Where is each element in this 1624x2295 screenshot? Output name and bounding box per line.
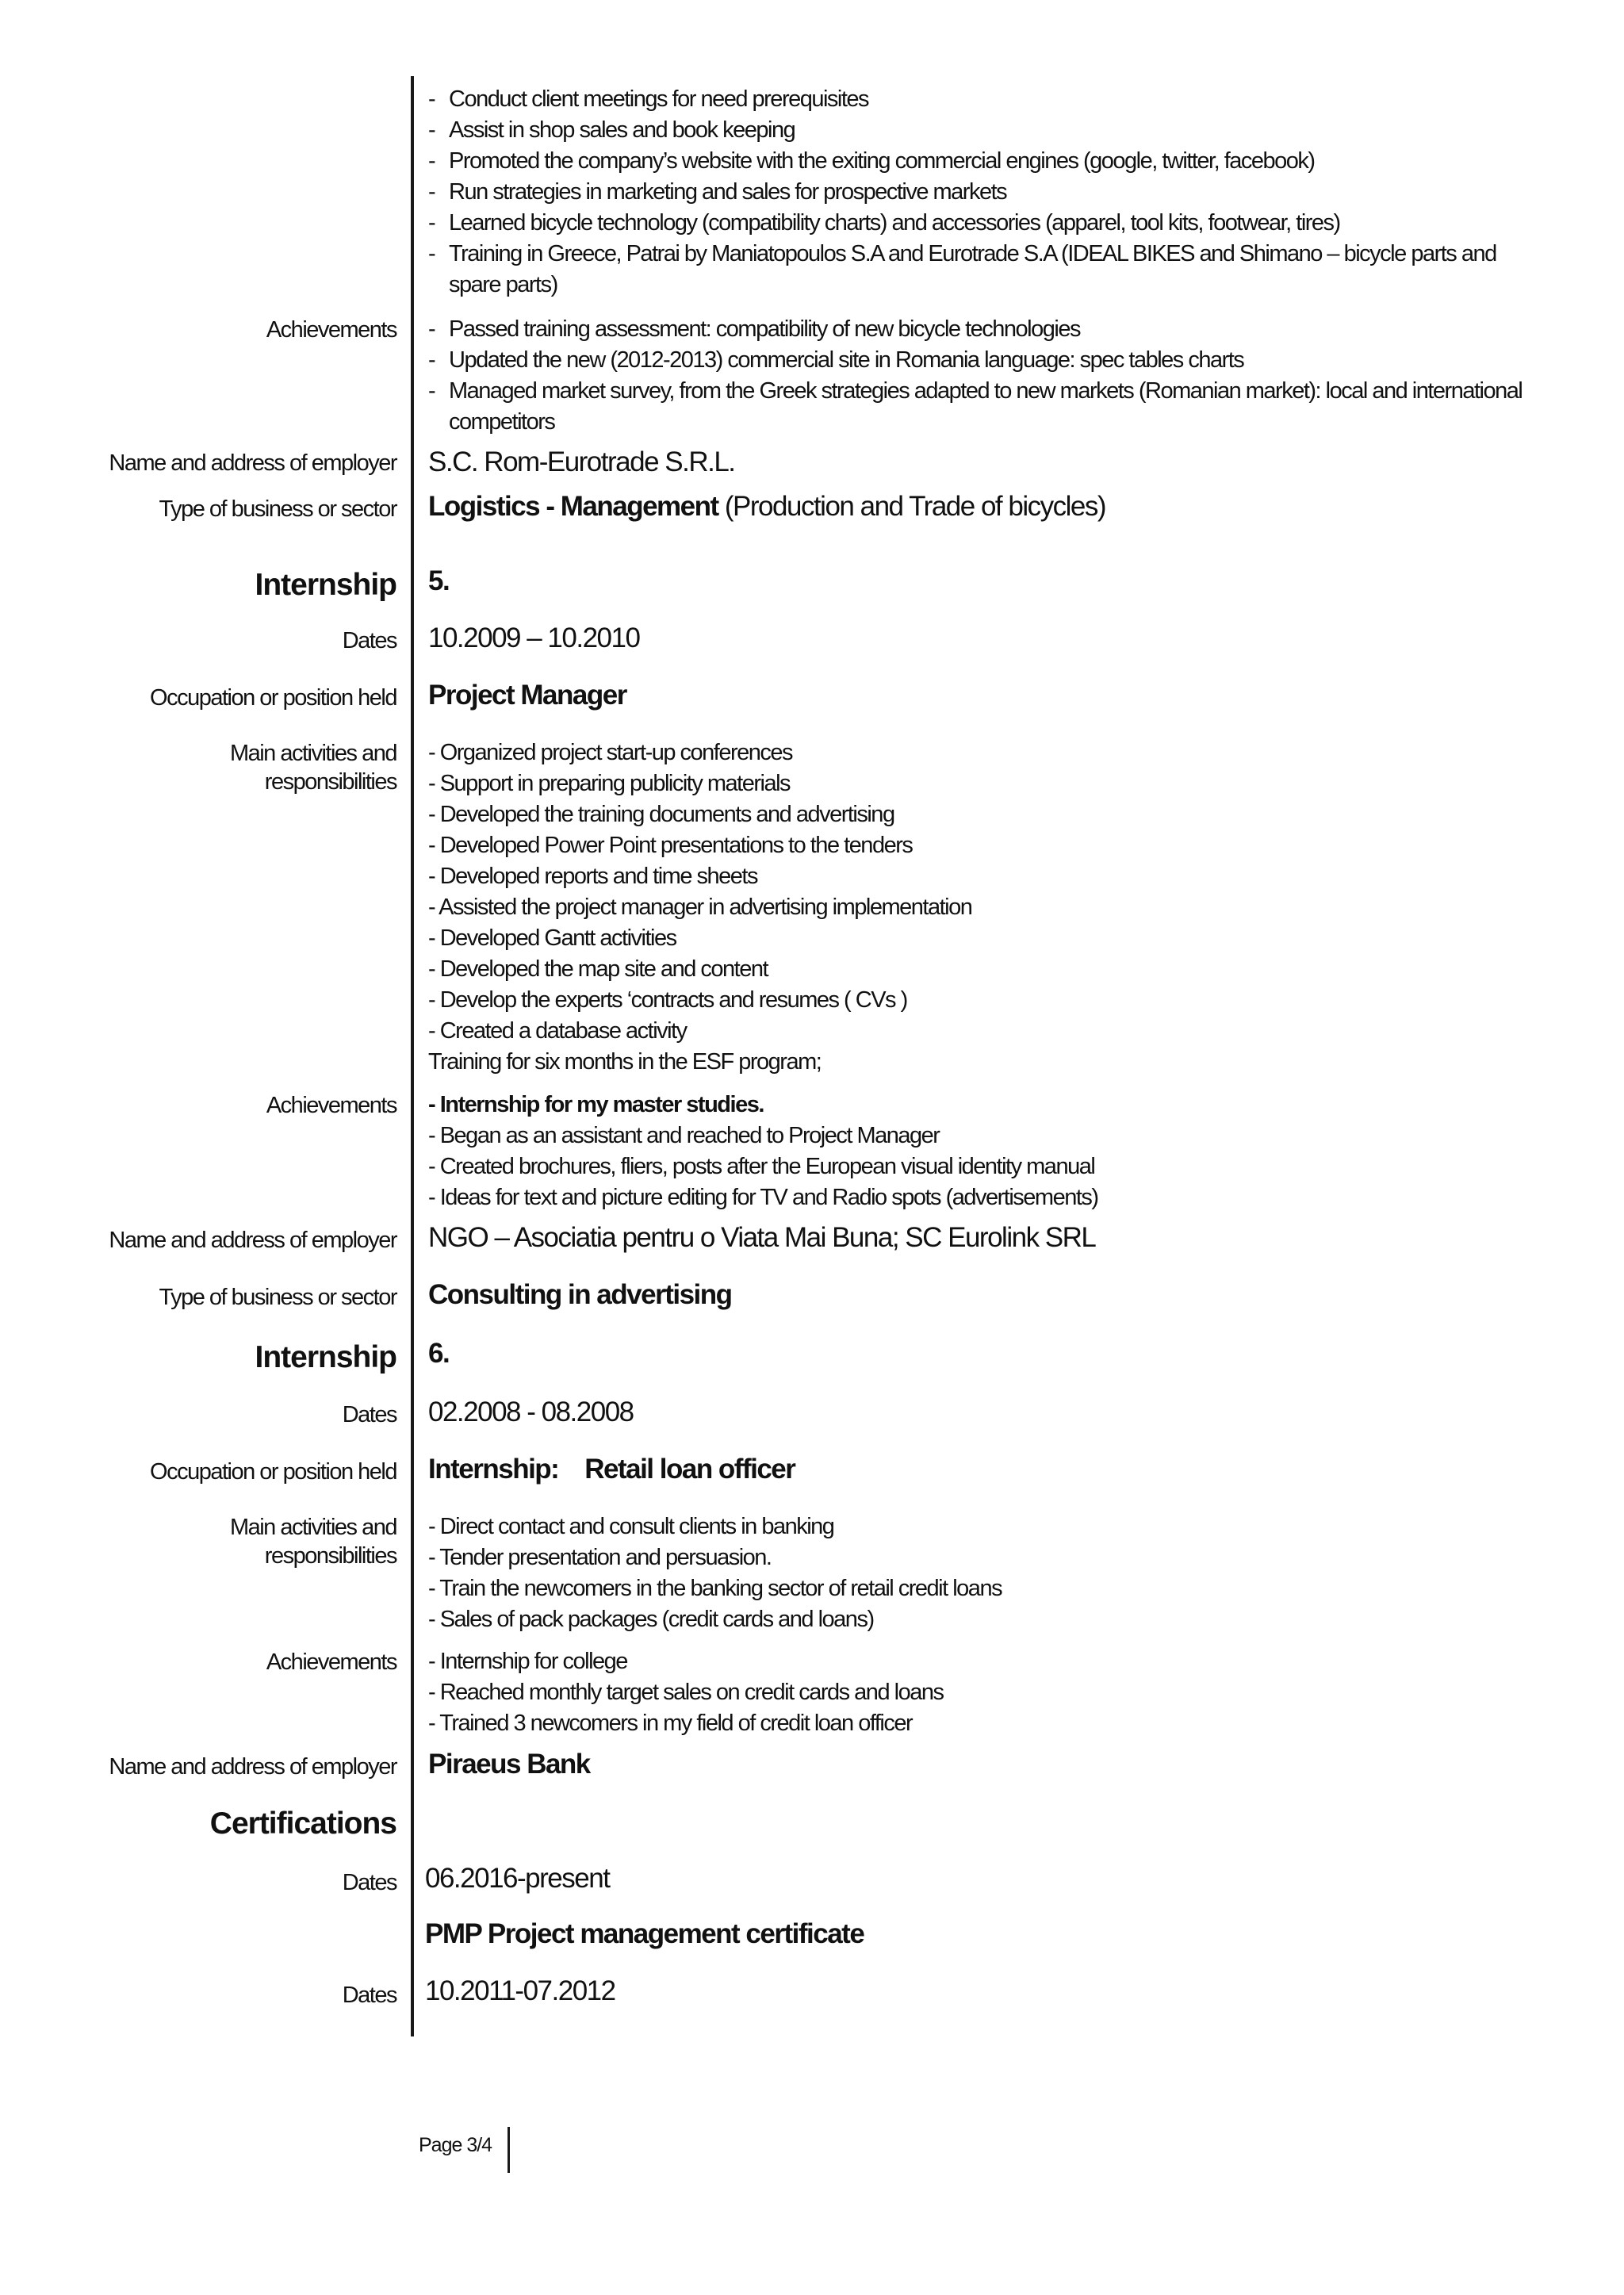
column-divider: [411, 76, 414, 2036]
activities-label-line: responsibilities: [264, 769, 396, 795]
employer-label: Name and address of employer: [109, 450, 396, 476]
list-item: - Developed the map site and content: [428, 956, 768, 982]
occupation-label: Occupation or position held: [150, 685, 396, 711]
dates-value: 10.2009 – 10.2010: [428, 623, 640, 653]
dates-label: Dates: [342, 1983, 396, 2008]
list-item: - Internship for college: [428, 1649, 627, 1674]
list-item: - Ideas for text and picture editing for TV and Radio spots (advertisements): [428, 1185, 1098, 1210]
dates-label: Dates: [342, 1402, 396, 1427]
activities-list-top: [428, 84, 1527, 301]
list-item: - Internship for my master studies.: [428, 1092, 764, 1117]
occupation-value: Project Manager: [428, 680, 626, 711]
list-item: - Tender presentation and persuasion.: [428, 1545, 772, 1570]
list-item: - Began as an assistant and reached to Project Manager: [428, 1123, 940, 1148]
list-item: - Developed the training documents and advertising: [428, 802, 894, 827]
sector-bold: Logistics - Management: [428, 491, 718, 522]
achievements-label: Achievements: [266, 1649, 396, 1675]
activities-label-line: responsibilities: [264, 1543, 396, 1569]
achievements-list-top: [428, 314, 1527, 438]
sector-label: Type of business or sector: [159, 1285, 396, 1310]
list-item: - Assist in shop sales and book keeping: [428, 115, 1527, 146]
employer-name: Piraeus Bank: [428, 1749, 590, 1780]
dates-label: Dates: [342, 1870, 396, 1895]
employer-label: Name and address of employer: [109, 1754, 396, 1780]
activities-label: [230, 1513, 396, 1570]
sector-value: Consulting in advertising: [428, 1279, 732, 1310]
list-item: Training for six months in the ESF program;: [428, 1049, 822, 1075]
certifications-heading: Certifications: [209, 1806, 396, 1841]
activities-label-line: Main activities and: [229, 741, 396, 766]
certificate-title: PMP Project management certificate: [425, 1918, 864, 1949]
sector-rest: (Production and Trade of bicycles): [718, 491, 1105, 522]
occupation-label: Occupation or position held: [150, 1459, 396, 1485]
internship-heading: Internship: [255, 568, 396, 602]
internship-number: 5.: [428, 565, 450, 596]
dates-value: 06.2016-present: [425, 1863, 610, 1894]
list-item: - Run strategies in marketing and sales for prospective markets: [428, 177, 1527, 208]
list-item: - Assisted the project manager in advertising implementation: [428, 895, 972, 920]
employer-label: Name and address of employer: [109, 1228, 396, 1253]
internship-number: 6.: [428, 1338, 450, 1369]
list-item: - Updated the new (2012-2013) commercial site in Romania language: spec tables charts: [428, 345, 1527, 376]
page-number: Page 3/4: [419, 2134, 492, 2156]
achievements-list-6: [428, 1646, 943, 1739]
footer-divider: [508, 2127, 510, 2173]
employer-name: NGO – Asociatia pentru o Viata Mai Buna; SC Eurolink SRL: [428, 1222, 1096, 1253]
list-item: - Sales of pack packages (credit cards and loans): [428, 1607, 874, 1632]
list-item: - Organized project start-up conferences: [428, 740, 793, 765]
sector-label: Type of business or sector: [159, 496, 396, 522]
list-item: - Promoted the company’s website with the exiting commercial engines (google, twitter, facebook): [428, 146, 1527, 177]
activities-label-line: Main activities and: [229, 1515, 396, 1540]
achievements-label: Achievements: [266, 317, 396, 343]
list-item: - Developed Power Point presentations to the tenders: [428, 833, 913, 858]
activities-list-6: [428, 1511, 1002, 1635]
dates-value: 10.2011-07.2012: [425, 1975, 615, 2006]
achievements-list-5: [428, 1090, 1098, 1213]
list-item: - Support in preparing publicity materials: [428, 771, 791, 796]
list-item: - Trained 3 newcomers in my field of credit loan officer: [428, 1711, 913, 1736]
activities-label: [230, 739, 396, 796]
achievements-label: Achievements: [266, 1093, 396, 1118]
list-item: - Learned bicycle technology (compatibility charts) and accessories (apparel, tool kits, footwear, tires): [428, 208, 1527, 239]
list-item: - Created brochures, fliers, posts after the European visual identity manual: [428, 1154, 1095, 1179]
list-item: - Managed market survey, from the Greek strategies adapted to new markets (Romanian market): local and international competitors: [428, 376, 1527, 438]
activities-list-5: [428, 738, 971, 1078]
list-item: - Training in Greece, Patrai by Maniatopoulos S.A and Eurotrade S.A (IDEAL BIKES and Shimano – bicycle parts and spare parts): [428, 239, 1527, 301]
internship-heading: Internship: [255, 1340, 396, 1374]
dates-label: Dates: [342, 628, 396, 653]
list-item: - Developed Gantt activities: [428, 925, 676, 951]
list-item: - Develop the experts ‘contracts and resumes ( CVs ): [428, 987, 907, 1013]
occupation-value: Internship: Retail loan officer: [428, 1454, 795, 1485]
list-item: - Train the newcomers in the banking sector of retail credit loans: [428, 1576, 1002, 1601]
list-item: - Direct contact and consult clients in banking: [428, 1514, 834, 1539]
employer-name: S.C. Rom-Eurotrade S.R.L.: [428, 446, 735, 477]
sector-value: [428, 490, 1105, 523]
list-item: - Created a database activity: [428, 1018, 687, 1044]
list-item: - Conduct client meetings for need prerequisites: [428, 84, 1527, 115]
list-item: - Developed reports and time sheets: [428, 864, 757, 889]
list-item: - Passed training assessment: compatibility of new bicycle technologies: [428, 314, 1527, 345]
list-item: - Reached monthly target sales on credit cards and loans: [428, 1680, 944, 1705]
dates-value: 02.2008 - 08.2008: [428, 1397, 634, 1427]
